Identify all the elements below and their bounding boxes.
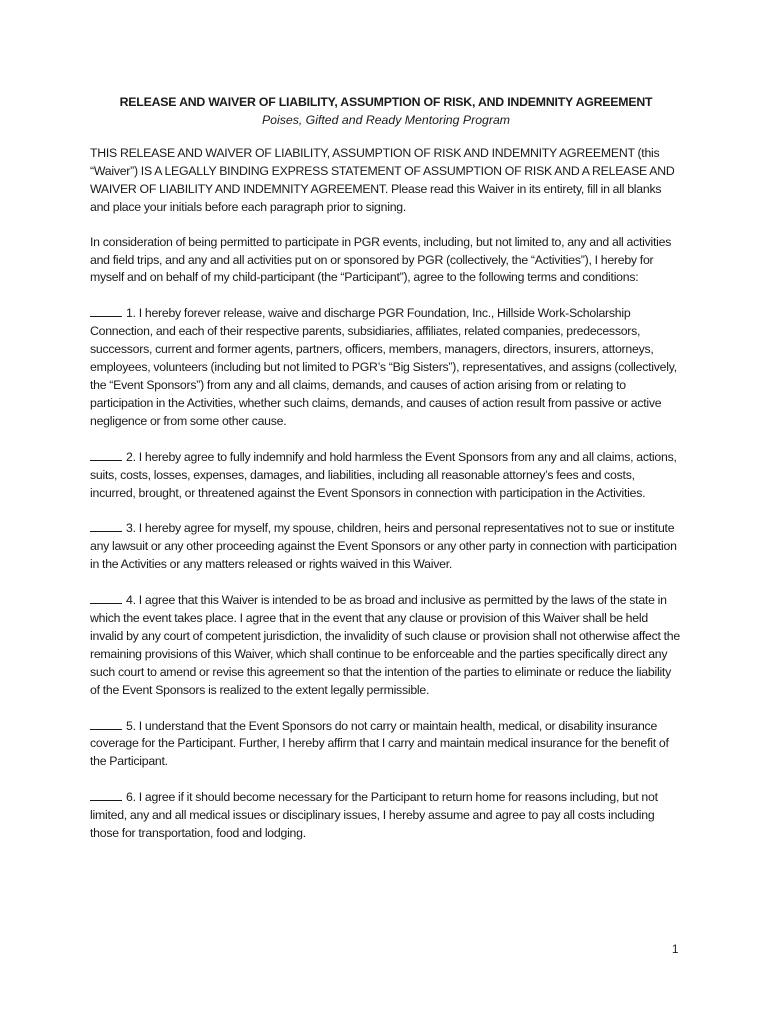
clause-6 xyxy=(90,789,682,843)
document-title: RELEASE AND WAIVER OF LIABILITY, ASSUMPTION OF RISK, AND INDEMNITY AGREEMENT xyxy=(119,95,653,109)
clause-2 xyxy=(90,449,682,503)
initials-blank[interactable] xyxy=(90,520,122,532)
clause-text: 5. I understand that the Event Sponsors do not carry or maintain health, medical, or disability insurance coverage for the Participant. Further, I hereby affirm that I carry and maintain medical insurance for the benefit of the Participant. xyxy=(90,718,669,769)
clause-3 xyxy=(90,520,682,574)
clause-text: 4. I agree that this Waiver is intended to be as broad and inclusive as permitted by the laws of the state in which the event takes place. I agree that in the event that any clause or provision of this Waiver shall be held invalid by any court of competent jurisdiction, the invalidity of such clause or provision shall not otherwise affect the remaining provisions of this Waiver, which shall continue to be enforceable and the parties specifically direct any such court to amend or revise this agreement so that the intention of the parties to eliminate or reduce the liability of the Event Sponsors is realized to the extent legally permissible. xyxy=(90,593,680,697)
clause-text: 6. I agree if it should become necessary for the Participant to return home for reasons including, but not limited, any and all medical issues or disciplinary issues, I hereby assume and agree to pay all costs including those for transportation, food and lodging. xyxy=(90,790,658,841)
initials-blank[interactable] xyxy=(90,305,122,317)
clause-text: 1. I hereby forever release, waive and discharge PGR Foundation, Inc., Hillside Work-Scholarship Connection, and each of their respective parents, subsidiaries, affiliates, related companies, predecessors, successors, current and former agents, partners, officers, members, managers, directors, insurers, attorneys, employees, volunteers (including but not limited to PGR’s “Big Sisters”), representatives, and assigns (collectively, the “Event Sponsors”) from any and all claims, demands, and causes of action arising from or relating to participation in the Activities, whether such claims, demands, and causes of action result from passive or active negligence or from some other cause. xyxy=(90,306,677,428)
page-number: 1 xyxy=(672,944,679,956)
document-subtitle: Poises, Gifted and Ready Mentoring Program xyxy=(261,113,511,127)
initials-blank[interactable] xyxy=(90,592,122,604)
clause-1 xyxy=(90,305,682,430)
clause-4 xyxy=(90,592,682,699)
clause-text: 2. I hereby agree to fully indemnify and hold harmless the Event Sponsors from any and all claims, actions, suits, costs, losses, expenses, damages, and liabilities, including all reasonable attorney’s fees and costs, incurred, brought, or threatened against the Event Sponsors in connection with participation in the Activities. xyxy=(90,449,677,500)
initials-blank[interactable] xyxy=(90,718,122,730)
document-body xyxy=(90,93,682,843)
clause-5 xyxy=(90,718,682,772)
initials-blank[interactable] xyxy=(90,449,122,461)
clause-text: 3. I hereby agree for myself, my spouse, children, heirs and personal representatives not to sue or institute any lawsuit or any other proceeding against the Event Sponsors or any other party in connection with participation in the Activities or any matters released or rights waived in this Waiver. xyxy=(90,521,677,572)
initials-blank[interactable] xyxy=(90,789,122,801)
intro-paragraph: THIS RELEASE AND WAIVER OF LIABILITY, ASSUMPTION OF RISK AND INDEMNITY AGREEMENT (this “Waiver”) IS A LEGALLY BINDING EXPRESS STATEMENT OF ASSUMPTION OF RISK AND A RELEASE AND WAIVER OF LIABILITY AND INDEMNITY AGREEMENT. Please read this Waiver in its entirety, fill in all blanks and place your initials before each paragraph prior to signing. xyxy=(90,146,675,214)
consideration-paragraph: In consideration of being permitted to participate in PGR events, including, but not limited to, any and all activities and field trips, and any and all activities put on or sponsored by PGR (collectively, the “Activities”), I hereby for myself and on behalf of my child-participant (the “Participant”), agree to the following terms and conditions: xyxy=(90,234,672,285)
